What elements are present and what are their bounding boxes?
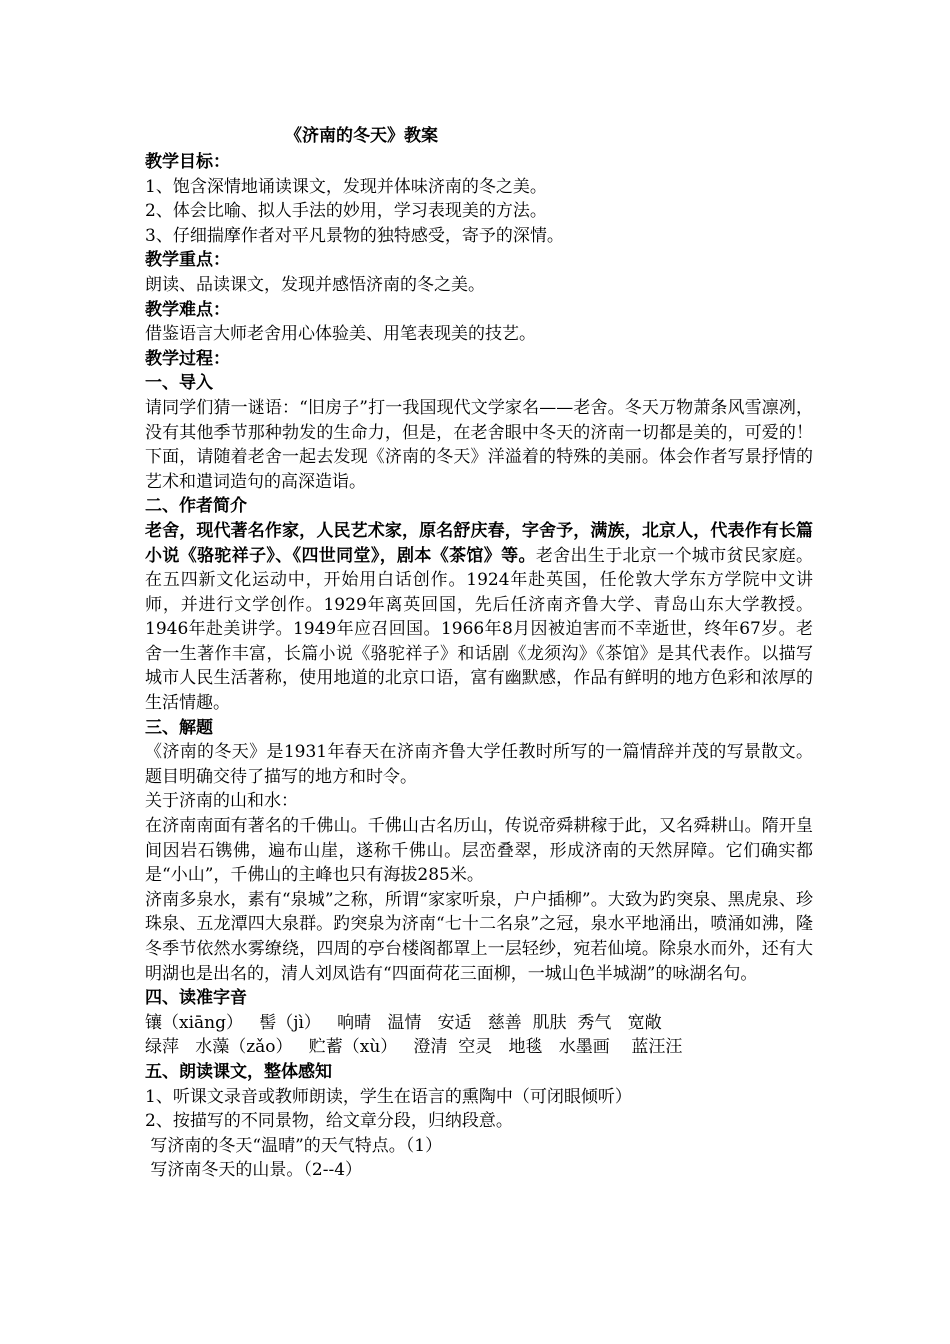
difficult-points-text: 借鉴语言大师老舍用心体验美、用笔表现美的技艺。 — [145, 324, 536, 345]
pronunciation-line: 绿萍 水藻（zǎo） 贮蓄（xù） 澄清 空灵 地毯 水墨画 蓝汪汪 — [145, 1037, 683, 1058]
reading-item: 2、按描写的不同景物，给文章分段，归纳段意。 — [145, 1111, 513, 1132]
reading-item: 写济南的冬天“温晴”的天气特点。（1） — [145, 1135, 443, 1156]
section-title-analysis-text: 《济南的冬天》是1931年春天在济南齐鲁大学任教时所写的一篇情辞并茂的写景散文。题目明确交待了描写的地方和时令。 — [145, 742, 813, 787]
section-author-paragraph — [145, 519, 813, 716]
mountains-water-subheading: 关于济南的山和水： — [145, 791, 298, 812]
section-intro-heading: 一、导入 — [145, 373, 213, 394]
process-heading: 教学过程： — [145, 348, 230, 369]
goal-item: 3、仔细揣摩作者对平凡景物的独特感受，寄予的深情。 — [145, 225, 564, 246]
section-pronunciation-heading: 四、读准字音 — [145, 988, 247, 1009]
author-summary-bold: 老舍，现代著名作家，人民艺术家，原名舒庆春，字舍予，满族，北京人，代表作有长篇小说《骆驼祥子》、《四世同堂》，剧本《茶馆》等。 — [145, 520, 813, 566]
difficult-points-heading: 教学难点： — [145, 299, 230, 320]
goal-item: 2、体会比喻、拟人手法的妙用，学习表现美的方法。 — [145, 201, 547, 222]
mountains-text: 在济南南面有著名的千佛山。千佛山古名历山，传说帝舜耕稼于此，又名舜耕山。隋开皇间因岩石镌佛，遍布山崖，遂称千佛山。层峦叠翠，形成济南的天然屏障。它们确实都是“小山”，千佛山的主峰也只有海拔285米。 — [145, 816, 813, 886]
section-intro-text: 请同学们猜一谜语：“旧房子”打一我国现代文学家名——老舍。冬天万物萧条风雪凛冽，没有其他季节那种勃发的生命力，但是，在老舍眼中冬天的济南一切都是美的，可爱的！下面，请随着老舍一起去发现《济南的冬天》洋溢着的特殊的美丽。体会作者写景抒情的艺术和遣词造句的高深造诣。 — [145, 397, 813, 492]
section-author-heading: 二、作者简介 — [145, 496, 247, 517]
pronunciation-line: 镶（xiāng） 髻（jì） 响晴 温情 安适 慈善 肌肤 秀气 宽敞 — [145, 1012, 662, 1033]
goals-heading: 教学目标： — [145, 152, 230, 172]
goal-item: 1、饱含深情地诵读课文，发现并体味济南的冬之美。 — [145, 176, 547, 197]
key-points-heading: 教学重点： — [145, 250, 230, 271]
document-title: 《济南的冬天》教案 — [285, 126, 438, 146]
document-body — [145, 124, 813, 1183]
key-points-text: 朗读、品读课文，发现并感悟济南的冬之美。 — [145, 274, 485, 295]
reading-item: 写济南冬天的山景。（2--4） — [145, 1160, 363, 1181]
author-bio-text: 老舍出生于北京一个城市贫民家庭。在五四新文化运动中，开始用白话创作。1924年赴英国，任伦敦大学东方学院中文讲师，并进行文学创作。1929年离英回国，先后任济南齐鲁大学、青岛山东大学教授。1946年赴美讲学。1949年应召回国。1966年8月因被迫害而不幸逝世，终年67岁。老舍一生著作丰富，长篇小说《骆驼祥子》和话剧《龙须沟》《茶馆》是其代表作。以描写城市人民生活著称，使用地道的北京口语，富有幽默感，作品有鲜明的地方色彩和浓厚的生活情趣。 — [145, 545, 814, 714]
springs-text: 济南多泉水，素有“泉城”之称，所谓“家家听泉，户户插柳”。大致为趵突泉、黑虎泉、珍珠泉、五龙潭四大泉群。趵突泉为济南“七十二名泉”之冠，泉水平地涌出，喷涌如沸，隆冬季节依然水雾缭绕，四周的亭台楼阁都罩上一层轻纱，宛若仙境。除泉水而外，还有大明湖也是出名的，清人刘凤诰有“四面荷花三面柳，一城山色半城湖”的咏湖名句。 — [145, 889, 813, 984]
reading-item: 1、听课文录音或教师朗读，学生在语言的熏陶中（可闭眼倾听） — [145, 1086, 632, 1107]
section-reading-heading: 五、朗读课文，整体感知 — [145, 1061, 332, 1082]
section-title-analysis-heading: 三、解题 — [145, 717, 213, 738]
